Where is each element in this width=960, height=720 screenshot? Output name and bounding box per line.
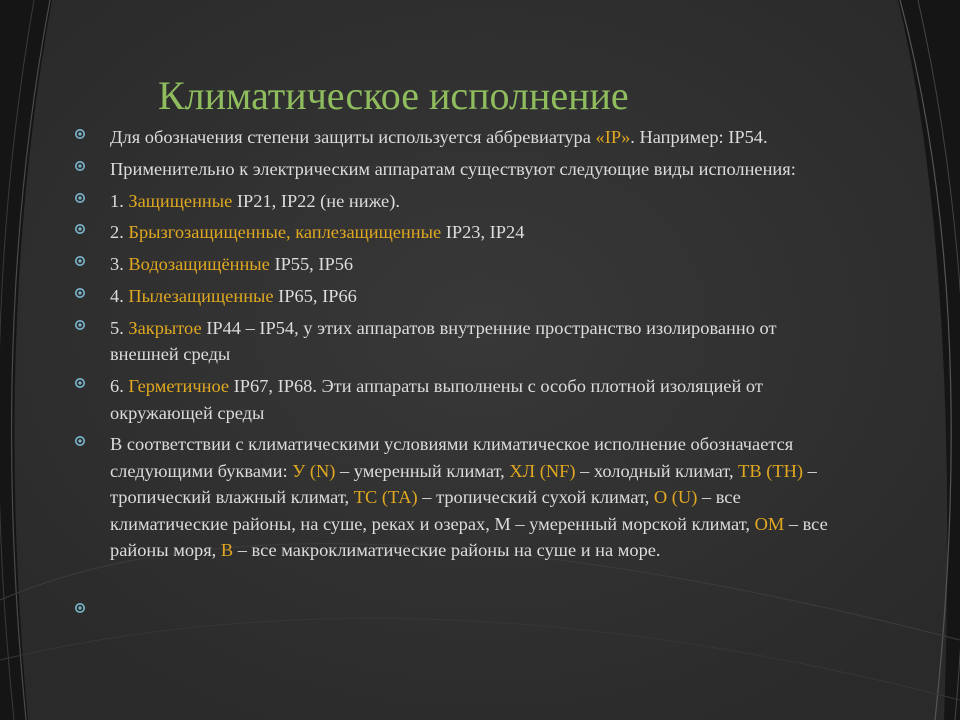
- highlighted-term: О (U): [653, 487, 698, 508]
- list-item: [74, 251, 844, 278]
- ring-bullet-icon: [74, 602, 86, 614]
- ring-bullet-icon: [74, 255, 86, 267]
- bullet-text: [110, 159, 796, 179]
- ring-bullet-icon: [74, 377, 86, 389]
- text-run: 3.: [110, 254, 129, 275]
- highlighted-term: Брызгозащищенные, каплезащищенные: [128, 222, 442, 243]
- bullet-text: [110, 254, 353, 274]
- bullet-list: [74, 124, 844, 629]
- text-run: – все климатические районы, на суше, реках и озерах, М – умеренный морской климат,: [110, 487, 755, 534]
- text-run: 1.: [110, 190, 129, 211]
- ring-bullet-icon: [74, 223, 86, 235]
- highlighted-term: ТВ (ТН): [738, 460, 804, 481]
- text-run: – все макроклиматические районы на суше и на море.: [233, 540, 661, 561]
- list-item: [74, 188, 844, 215]
- text-run: – умеренный климат,: [335, 460, 510, 481]
- ring-bullet-icon: [74, 319, 86, 331]
- highlighted-term: Водозащищённые: [128, 254, 270, 275]
- list-item: [74, 598, 844, 624]
- text-run: Для обозначения степени защиты используется аббревиатура: [110, 127, 596, 147]
- highlighted-term: ТС (ТА): [353, 487, 418, 508]
- list-item: [74, 431, 844, 564]
- list-item: [74, 283, 844, 310]
- text-run: В соответствии с климатическими условиями климатическое исполнение обозначается следующими буквами:: [110, 434, 794, 481]
- text-run: – тропический влажный климат,: [110, 460, 817, 508]
- list-item: [74, 219, 844, 246]
- text-run: – тропический сухой климат,: [417, 487, 654, 508]
- list-item: [74, 315, 844, 368]
- text-run: IP44 – IP54, у этих аппаратов внутренние пространство изолированно от внешней среды: [110, 317, 777, 365]
- highlighted-term: В: [220, 540, 234, 561]
- highlighted-term: Пылезащищенные: [128, 285, 274, 306]
- highlighted-term: ОМ: [754, 513, 785, 534]
- text-run: 2.: [110, 222, 129, 243]
- text-run: . Например: IP54.: [630, 127, 768, 147]
- highlighted-term: Защищенные: [128, 190, 233, 211]
- list-item: [74, 124, 844, 151]
- ring-bullet-icon: [74, 287, 86, 299]
- bullet-text: [110, 376, 763, 423]
- text-run: IP65, IP66: [273, 285, 357, 306]
- highlighted-term: У (N): [292, 460, 336, 481]
- bullet-text: [110, 318, 777, 365]
- text-run: Применительно к электрическим аппаратам существуют следующие виды исполнения:: [110, 158, 796, 179]
- bullet-text: [110, 127, 768, 147]
- slide-title: Климатическое исполнение: [158, 73, 629, 118]
- text-run: IP21, IP22 (не ниже).: [232, 190, 400, 211]
- list-item: [74, 156, 844, 183]
- text-run: – все районы моря,: [110, 513, 828, 561]
- text-run: IP23, IP24: [441, 222, 525, 243]
- ring-bullet-icon: [74, 128, 86, 140]
- highlighted-term: ХЛ (NF): [509, 460, 576, 481]
- text-run: 6.: [110, 376, 129, 397]
- bullet-text: [110, 286, 357, 306]
- highlighted-term: «IP»: [595, 127, 631, 147]
- ring-bullet-icon: [74, 192, 86, 204]
- text-run: IP67, IP68. Эти аппараты выполнены с особо плотной изоляцией от окружающей среды: [110, 376, 763, 423]
- text-run: 5.: [110, 317, 129, 338]
- bullet-text: [110, 191, 400, 211]
- bullet-text: [110, 434, 828, 560]
- text-run: 4.: [110, 285, 129, 306]
- highlighted-term: Герметичное: [128, 376, 230, 397]
- list-item: [74, 373, 844, 426]
- highlighted-term: Закрытое: [128, 317, 202, 338]
- bullet-text: [110, 222, 524, 242]
- ring-bullet-icon: [74, 435, 86, 447]
- text-run: – холодный климат,: [575, 460, 739, 481]
- ring-bullet-icon: [74, 160, 86, 172]
- text-run: IP55, IP56: [269, 254, 354, 275]
